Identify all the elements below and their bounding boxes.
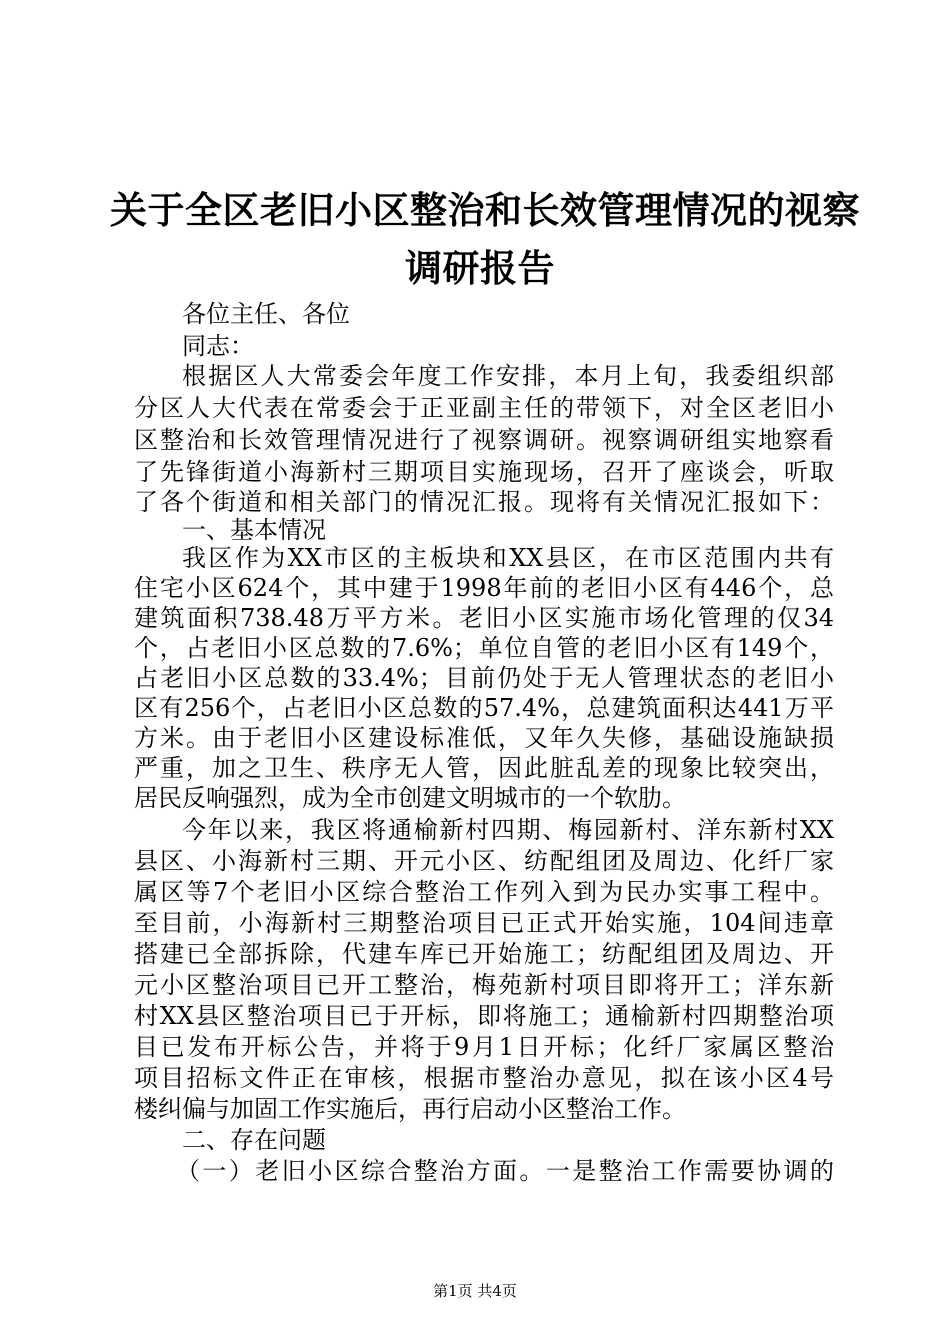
paragraph-line: 属区等7个老旧小区综合整治工作列入到为民办实事工程中。 [134, 878, 834, 906]
page-footer: 第1页 共4页 [433, 1282, 517, 1300]
paragraph-line: 占老旧小区总数的33.4%；目前仍处于无人管理状态的老旧小 [134, 664, 834, 692]
paragraph-line: 村XX县区整治项目已于开标，即将施工；通榆新村四期整治项 [134, 1002, 834, 1030]
paragraph-line: （一）老旧小区综合整治方面。一是整治工作需要协调的 [176, 1157, 834, 1185]
section-heading-1: 一、基本情况 [182, 516, 326, 544]
paragraph-line: 了各个街道和相关部门的情况汇报。现将有关情况汇报如下： [134, 488, 834, 516]
paragraph-line: 项目招标文件正在审核，根据市整治办意见，拟在该小区4号 [134, 1064, 834, 1092]
paragraph-line: 区有256个，占老旧小区总数的57.4%，总建筑面积达441万平 [134, 694, 834, 722]
paragraph-line: 区整治和长效管理情况进行了视察调研。视察调研组实地察看 [134, 426, 834, 454]
paragraph-line: 县区、小海新村三期、开元小区、纺配组团及周边、化纤厂家 [134, 847, 834, 875]
section-heading-2: 二、存在问题 [182, 1126, 326, 1154]
salutation-line-1: 各位主任、各位 [182, 300, 350, 328]
paragraph-line: 至目前，小海新村三期整治项目已正式开始实施，104间违章 [134, 909, 834, 937]
paragraph-line: 方米。由于老旧小区建设标准低，又年久失修，基础设施缺损 [134, 724, 834, 752]
paragraph-line: 严重，加之卫生、秩序无人管，因此脏乱差的现象比较突出， [134, 754, 834, 782]
paragraph-line: 个，占老旧小区总数的7.6%；单位自管的老旧小区有149个， [134, 634, 834, 662]
paragraph-line: 根据区人大常委会年度工作安排，本月上旬，我委组织部 [182, 362, 834, 390]
paragraph-line: 搭建已全部拆除，代建车库已开始施工；纺配组团及周边、开 [134, 940, 834, 968]
paragraph-line: 楼纠偏与加固工作实施后，再行启动小区整治工作。 [134, 1095, 686, 1123]
document-title-line-2: 调研报告 [405, 246, 555, 290]
paragraph-line: 住宅小区624个，其中建于1998年前的老旧小区有446个，总 [134, 574, 834, 602]
paragraph-line: 居民反响强烈，成为全市创建文明城市的一个软肋。 [134, 784, 686, 812]
salutation-line-2: 同志： [182, 332, 254, 360]
paragraph-line: 分区人大代表在常委会于正亚副主任的带领下，对全区老旧小 [134, 394, 834, 422]
paragraph-line: 了先锋街道小海新村三期项目实施现场，召开了座谈会，听取 [134, 458, 834, 486]
paragraph-line: 今年以来，我区将通榆新村四期、梅园新村、洋东新村XX [182, 816, 834, 844]
paragraph-line: 元小区整治项目已开工整治，梅苑新村项目即将开工；洋东新 [134, 971, 834, 999]
paragraph-line: 我区作为XX市区的主板块和XX县区，在市区范围内共有 [182, 544, 834, 572]
document-title-line-1: 关于全区老旧小区整治和长效管理情况的视察 [110, 188, 860, 232]
paragraph-line: 建筑面积738.48万平方米。老旧小区实施市场化管理的仅34 [134, 604, 834, 632]
paragraph-line: 目已发布开标公告，并将于9月1日开标；化纤厂家属区整治 [134, 1033, 834, 1061]
